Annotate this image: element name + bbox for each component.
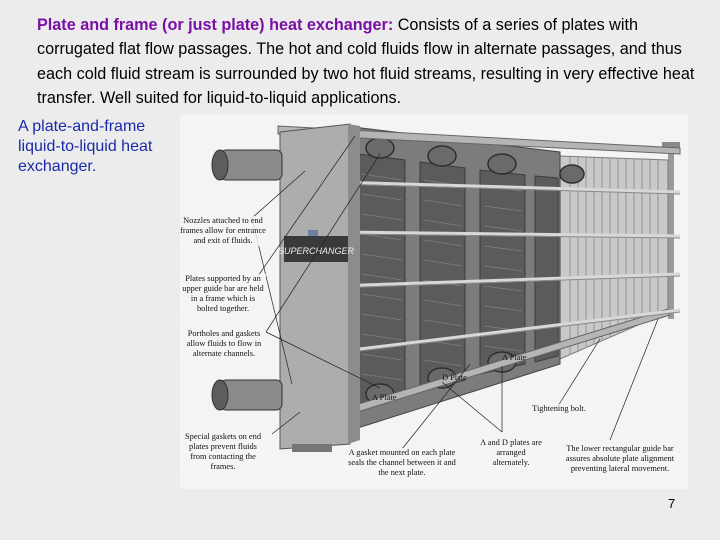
callout-gasket-mounted: A gasket mounted on each plate seals the channel between it and the next plate. [346,448,458,478]
heat-exchanger-figure [180,114,688,489]
callout-nozzles: Nozzles attached to end frames allow for entrance and exit of fluids. [180,216,266,245]
label-d-plate: D Plate [442,373,467,382]
heading [37,13,707,111]
label-a-plate-bottom: A Plate [372,393,397,402]
callout-portholes: Portholes and gaskets allow fluids to flow in alternate channels. [182,329,266,359]
callout-guide-bar: The lower rectangular guide bar assures absolute plate alignment preventing lateral movement. [560,444,680,474]
heading-body: Consists of a series of plates with corrugated flat flow passages. The hot and cold fluids flow in alternate passages, and thus each cold fluid stream is surrounded by two hot fluid streams, resulting in very effective heat transfer. Well suited for liquid-to-liquid applications. [37,16,695,108]
callout-a-and-d-plates: A and D plates are arranged alternately. [478,438,544,468]
callout-special-gaskets: Special gaskets on end plates prevent fluids from contacting the frames. [180,432,266,472]
brand-plate-text: SUPERCHANGER [277,246,355,256]
heading-lead: Plate and frame (or just plate) heat exchanger: [37,16,394,34]
callout-tightening-bolt: Tightening bolt. [526,404,592,414]
page-number: 7 [668,496,676,511]
label-a-plate-top: A Plate [502,353,527,362]
figure-caption: A plate-and-frame liquid-to-liquid heat exchanger. [18,118,153,175]
callout-plates: Plates supported by an upper guide bar are held in a frame which is bolted together. [180,274,266,314]
